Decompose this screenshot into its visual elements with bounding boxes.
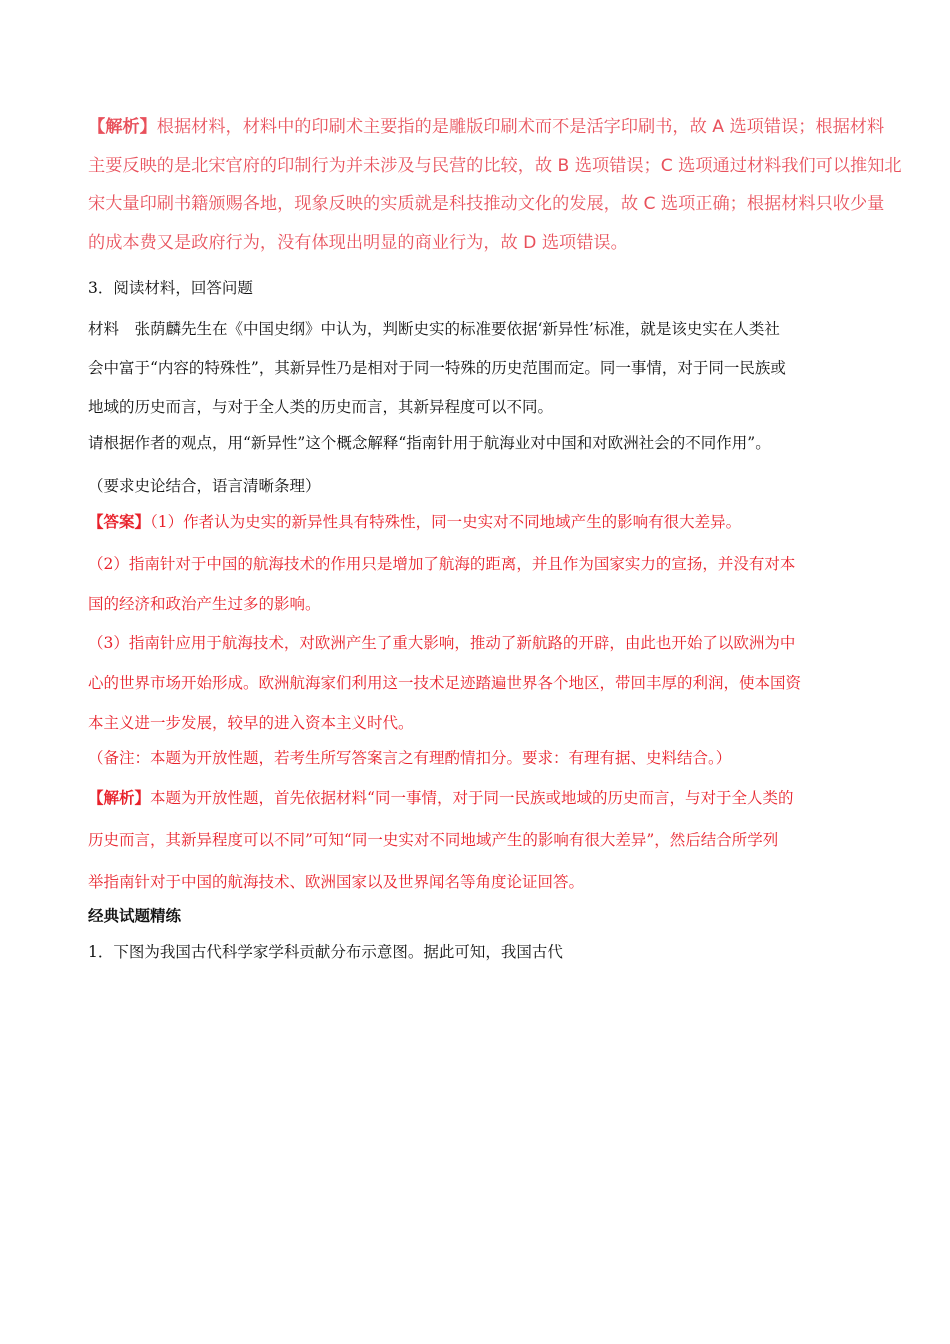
analysis-block-top [88, 108, 902, 262]
material-line: 材料 张荫麟先生在《中国史纲》中认为，判断史实的标准要依据‘新异性’标准，就是该史实在人类社 [88, 320, 780, 338]
answer-part-2 [88, 544, 870, 624]
analysis-tag: 【解析】 [88, 117, 157, 137]
analysis-block-bottom [88, 777, 870, 903]
analysis-line: 举指南针对于中国的航海技术、欧洲国家以及世界闻名等角度论证回答。 [88, 873, 585, 891]
answer-line: （3）指南针应用于航海技术，对欧洲产生了重大影响，推动了新航路的开辟，由此也开始了以欧洲为中 [88, 634, 796, 652]
answer-line: 国的经济和政治产生过多的影响。 [88, 595, 321, 613]
answer-line: 本主义进一步发展，较早的进入资本主义时代。 [88, 714, 414, 732]
analysis-line: 历史而言，其新异程度可以不同”可知“同一史实对不同地域产生的影响有很大差异”，然后结合所学列 [88, 831, 779, 849]
analysis-line: 主要反映的是北宋官府的印制行为并未涉及与民营的比较，故 B 选项错误；C 选项通过材料我们可以推知北 [88, 155, 902, 176]
answer-tag: 【答案】 [88, 512, 151, 531]
question-prompt: 请根据作者的观点，用“新异性”这个概念解释“指南针用于航海业对中国和对欧洲社会的不同作用”。 [88, 434, 771, 452]
section-title: 经典试题精练 [88, 907, 182, 925]
question-1-text: 1．下图为我国古代科学家学科贡献分布示意图。据此可知，我国古代 [88, 943, 563, 961]
answer-line: 心的世界市场开始形成。欧洲航海家们利用这一技术足迹踏遍世界各个地区，带回丰厚的利润，使本国资 [88, 674, 802, 692]
analysis-line: 的成本费又是政府行为，没有体现出明显的商业行为，故 D 选项错误。 [88, 232, 628, 253]
analysis-line: 宋大量印刷书籍颁赐各地，现象反映的实质就是科技推动文化的发展，故 C 选项正确；根据材料只收少量 [88, 194, 885, 214]
analysis-line: 【解析】根据材料，材料中的印刷术主要指的是雕版印刷术而不是活字印刷书，故 A 选项错误；根据材料 [88, 117, 885, 137]
question-3-title: 3．阅读材料，回答问题 [88, 279, 253, 297]
material-line: 地域的历史而言，与对于全人类的历史而言，其新异程度可以不同。 [88, 398, 554, 416]
material-block [88, 310, 870, 427]
analysis-tag: 【解析】 [88, 788, 151, 807]
answer-note: （备注：本题为开放性题，若考生所写答案言之有理酌情扣分。要求：有理有据、史料结合。） [88, 749, 732, 767]
analysis-line: 【解析】本题为开放性题，首先依据材料“同一事情，对于同一民族或地域的历史而言，与对于全人类的 [88, 788, 794, 807]
material-line: 会中富于“内容的特殊性”，其新异性乃是相对于同一特殊的历史范围而定。同一事情，对于同一民族或 [88, 359, 786, 377]
answer-part-3 [88, 623, 870, 743]
answer-part-1: 【答案】（1）作者认为史实的新异性具有特殊性，同一史实对不同地域产生的影响有很大差异。 [88, 512, 742, 531]
answer-line: （2）指南针对于中国的航海技术的作用只是增加了航海的距离，并且作为国家实力的宣扬，并没有对本 [88, 555, 796, 573]
question-requirement: （要求史论结合，语言清晰条理） [88, 477, 321, 495]
